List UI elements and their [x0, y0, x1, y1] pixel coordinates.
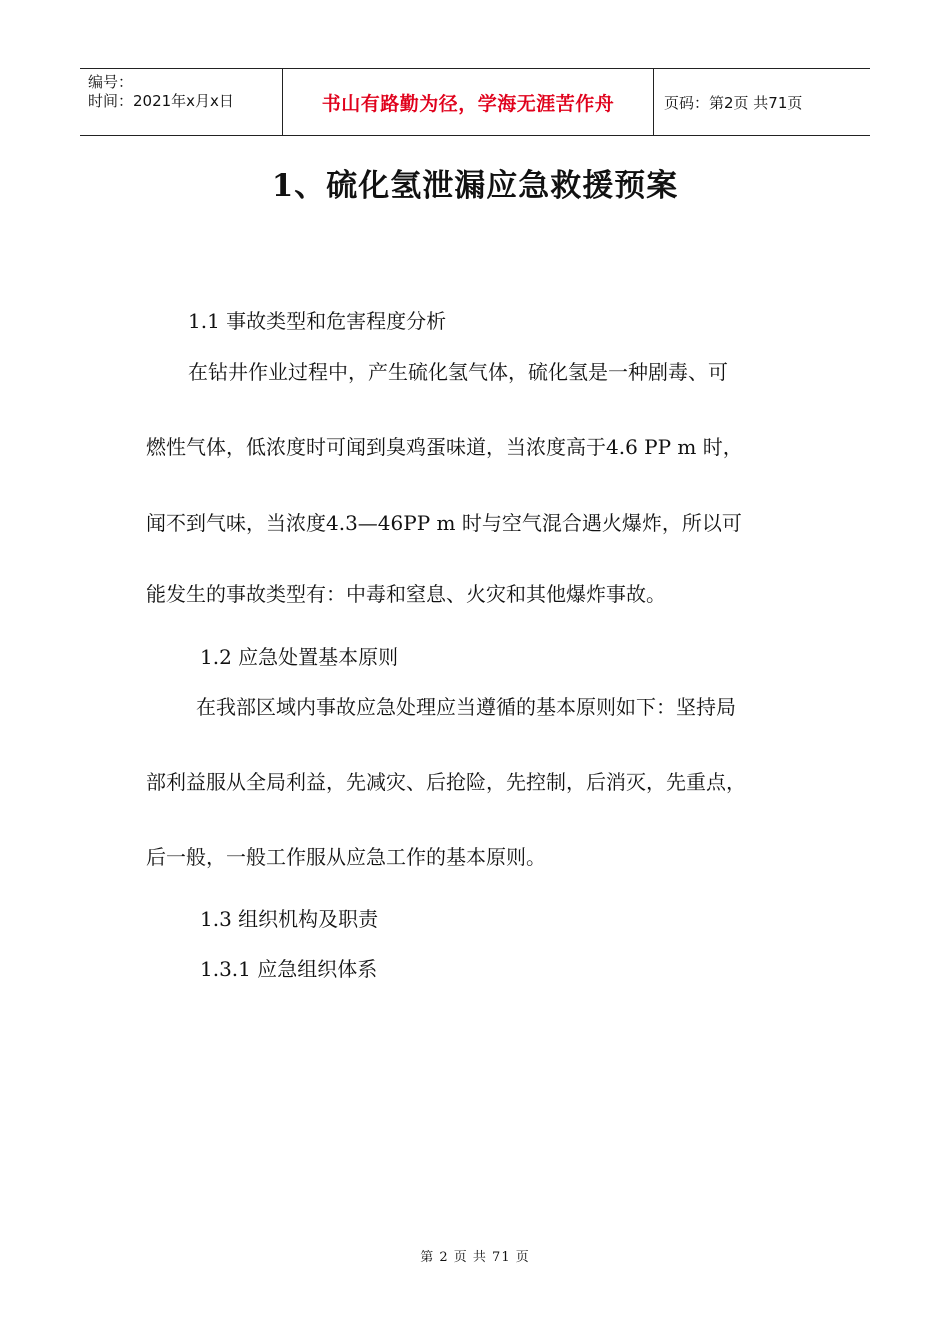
section-heading-1-2: 1.2 应急处置基本原则	[200, 645, 399, 669]
header-motto: 书山有路勤为径，学海无涯苦作舟	[282, 69, 654, 135]
paragraph-line: 部利益服从全局利益，先减灾、后抢险，先控制，后消灭，先重点，	[146, 770, 746, 794]
document-title: 1、硫化氢泄漏应急救援预案	[271, 168, 679, 204]
paragraph-line: 在钻井作业过程中，产生硫化氢气体，硫化氢是一种剧毒、可	[188, 360, 728, 384]
paragraph-line: 闻不到气味，当浓度4.3—46PP m 时与空气混合遇火爆炸，所以可	[146, 511, 742, 535]
section-heading-1-3: 1.3 组织机构及职责	[200, 907, 379, 931]
section-heading-1-3-1: 1.3.1 应急组织体系	[200, 957, 378, 981]
paragraph-line: 能发生的事故类型有：中毒和窒息、火灾和其他爆炸事故。	[146, 582, 666, 606]
page-footer: 第 2 页 共 71 页	[420, 1250, 530, 1265]
page-header	[80, 68, 870, 136]
paragraph-line: 燃性气体，低浓度时可闻到臭鸡蛋味道，当浓度高于4.6 PP m 时，	[146, 435, 743, 459]
serial-label: 编号：	[88, 73, 134, 91]
section-heading-1-1: 1.1 事故类型和危害程度分析	[188, 309, 447, 333]
header-page-info: 页码：第2页 共71页	[664, 93, 803, 112]
paragraph-line: 后一般，一般工作服从应急工作的基本原则。	[146, 845, 546, 869]
paragraph-line: 在我部区域内事故应急处理应当遵循的基本原则如下：坚持局	[196, 695, 736, 719]
date-label: 时间：2021年x月x日	[88, 92, 234, 110]
header-left-cell	[80, 69, 282, 135]
